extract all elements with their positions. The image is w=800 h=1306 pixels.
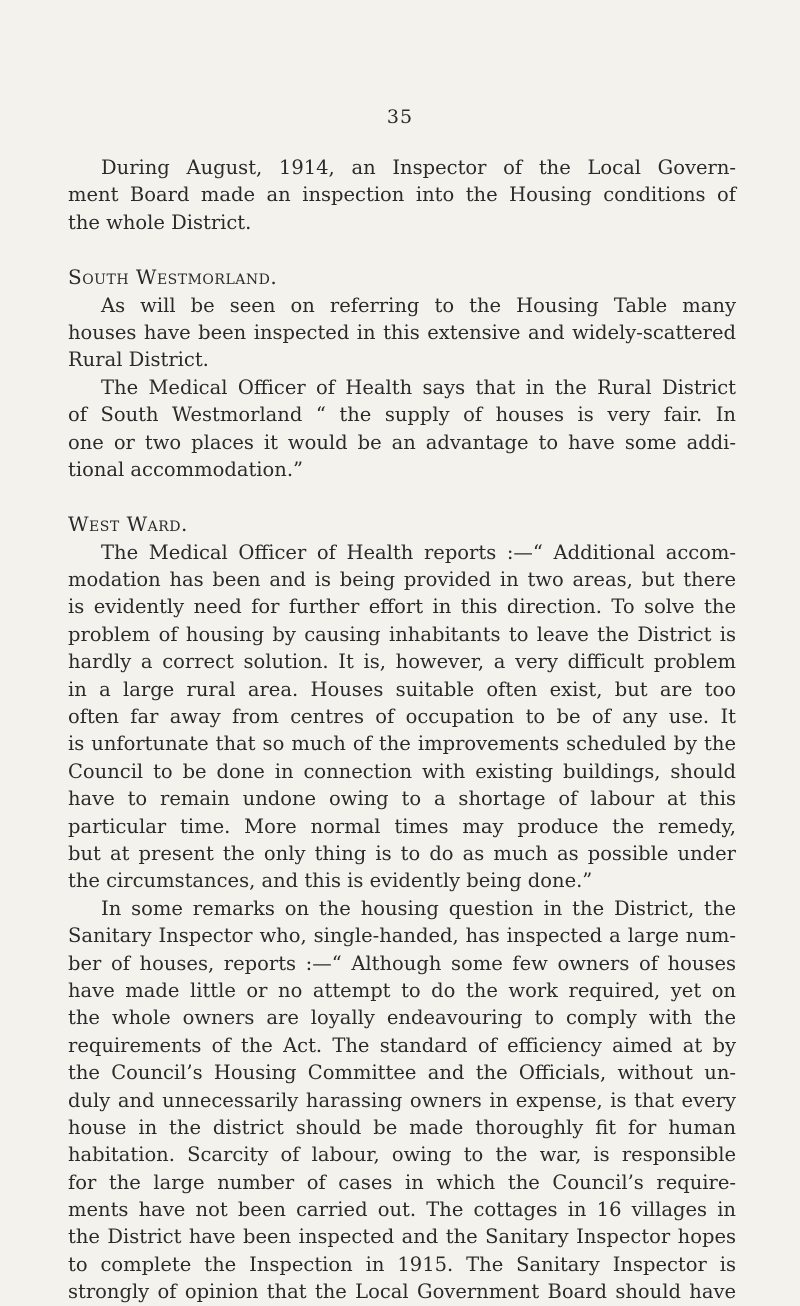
text-line: requirements of the Act. The standard of efficiency aimed at by	[68, 1033, 736, 1057]
text-line: modation has been and is being provided in two areas, but there	[68, 568, 736, 592]
body-text	[68, 154, 736, 1306]
text-line: As will be seen on referring to the Housing Table many	[101, 293, 736, 317]
text-line: In some remarks on the housing question in the District, the	[101, 896, 736, 920]
text-line: ment Board made an inspection into the Housing conditions of	[68, 183, 736, 207]
text-line: the whole District.	[68, 210, 252, 234]
paragraph-2	[68, 292, 736, 374]
text-line: often far away from centres of occupation to be of any use. It	[68, 705, 736, 729]
text-line: house in the district should be made thoroughly fit for human	[68, 1115, 736, 1139]
text-line: tional accommodation.”	[68, 457, 304, 481]
text-line: is evidently need for further effort in this direction. To solve the	[68, 595, 736, 619]
text-line: have to remain undone owing to a shortage of labour at this	[68, 787, 736, 811]
text-line: one or two places it would be an advantage to have some addi-	[68, 430, 736, 454]
section-heading-west-ward: West Ward.	[68, 512, 188, 537]
text-line: duly and unnecessarily harassing owners in expense, is that every	[68, 1088, 736, 1112]
text-line: the whole owners are loyally endeavouring to comply with the	[68, 1006, 736, 1030]
paragraph-3	[68, 374, 736, 484]
text-line: ber of houses, reports :—“ Although some few owners of houses	[68, 951, 736, 975]
text-line: the Council’s Housing Committee and the Officials, without un-	[68, 1061, 736, 1085]
text-line: Rural District.	[68, 348, 209, 372]
section-heading-south-westmorland: South Westmorland.	[68, 265, 278, 290]
text-line: Sanitary Inspector who, single-handed, has inspected a large num-	[68, 924, 736, 948]
text-line: hardly a correct solution. It is, however, a very difficult problem	[68, 650, 736, 674]
text-line: particular time. More normal times may produce the remedy,	[68, 814, 736, 838]
text-line: to complete the Inspection in 1915. The Sanitary Inspector is	[68, 1252, 736, 1276]
text-line: houses have been inspected in this extensive and widely-scattered	[68, 320, 736, 344]
text-line: for the large number of cases in which the Council’s require-	[68, 1170, 736, 1194]
text-line: ments have not been carried out. The cottages in 16 villages in	[68, 1198, 736, 1222]
text-line: have made little or no attempt to do the work required, yet on	[68, 978, 736, 1002]
text-line: the circumstances, and this is evidently being done.”	[68, 869, 593, 893]
text-line: in a large rural area. Houses suitable often exist, but are too	[68, 677, 736, 701]
text-line: the District have been inspected and the Sanitary Inspector hopes	[68, 1225, 736, 1249]
text-line: The Medical Officer of Health reports :—“ Additional accom-	[101, 540, 736, 564]
text-line: of South Westmorland “ the supply of houses is very fair. In	[68, 403, 736, 427]
paragraph-1	[68, 154, 736, 236]
text-line: but at present the only thing is to do as much as possible under	[68, 841, 736, 865]
text-line: problem of housing by causing inhabitants to leave the District is	[68, 622, 736, 646]
text-line: The Medical Officer of Health says that in the Rural District	[101, 375, 736, 399]
text-line: During August, 1914, an Inspector of the Local Govern-	[101, 156, 736, 179]
text-line: habitation. Scarcity of labour, owing to the war, is responsible	[68, 1143, 736, 1167]
text-line: is unfortunate that so much of the improvements scheduled by the	[68, 732, 736, 756]
paragraph-5	[68, 895, 736, 1306]
text-line: Council to be done in connection with existing buildings, should	[68, 759, 736, 783]
page-number: 35	[386, 106, 414, 128]
paragraph-4	[68, 539, 736, 895]
text-line: strongly of opinion that the Local Government Board should have	[68, 1280, 736, 1304]
